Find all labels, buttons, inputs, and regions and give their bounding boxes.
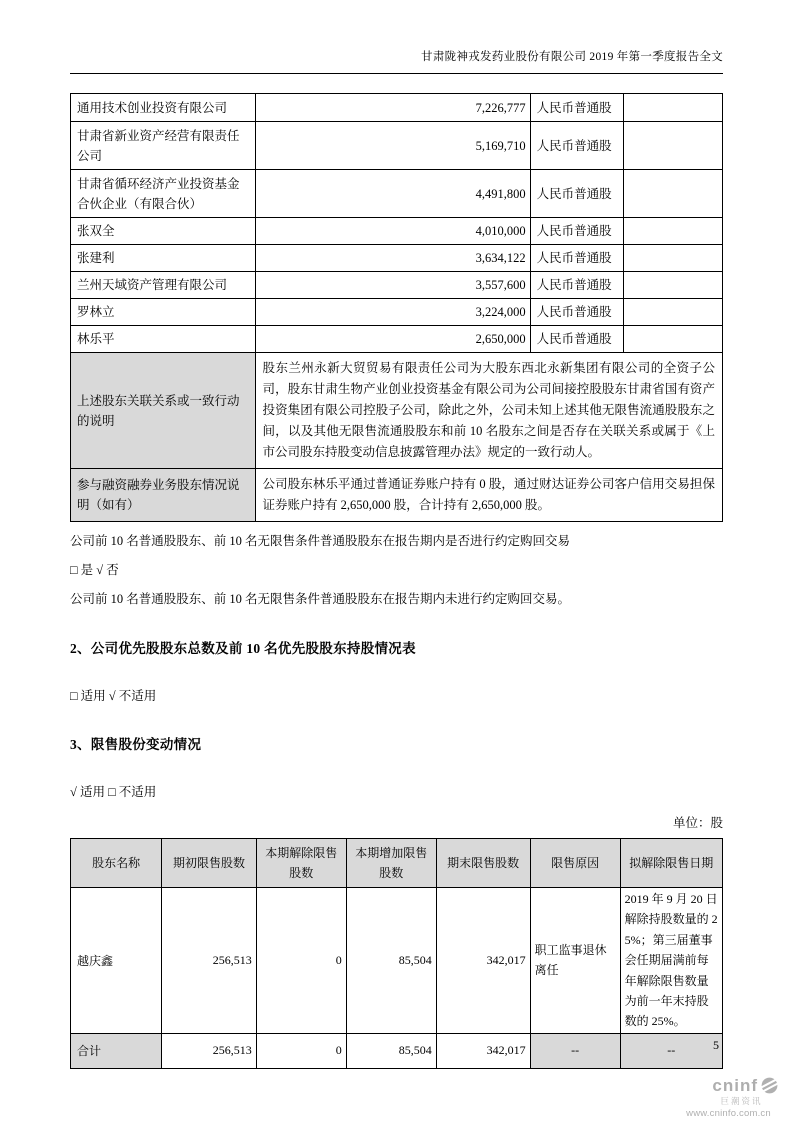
empty-cell — [623, 272, 722, 299]
share-type-cell: 人民币普通股 — [530, 245, 623, 272]
cninfo-logo-text: cninf — [712, 1076, 758, 1095]
shareholder-table — [70, 93, 723, 522]
cninfo-logo-subtitle: 巨潮资讯 — [720, 1096, 763, 1106]
share-type-cell: 人民币普通股 — [530, 122, 623, 170]
shareholder-shares-cell: 5,169,710 — [255, 122, 530, 170]
empty-cell — [623, 170, 722, 218]
repo-question-text: 公司前 10 名普通股股东、前 10 名无限售条件普通股股东在报告期内是否进行约定购回交易 — [70, 534, 571, 548]
share-type-cell: 人民币普通股 — [530, 170, 623, 218]
ending-restricted-cell: 342,017 — [436, 888, 530, 1034]
page-header-title: 甘肃陇神戎发药业股份有限公司 2019 年第一季度报告全文 — [70, 0, 723, 74]
shareholder-shares-cell: 2,650,000 — [255, 326, 530, 353]
table-row — [71, 170, 723, 218]
cninfo-logo — [676, 1076, 781, 1118]
repo-yes-no-choice: □ 是 √ 否 — [70, 563, 119, 577]
table-row — [71, 94, 723, 122]
empty-cell — [623, 245, 722, 272]
shareholder-name-cell: 张建利 — [71, 245, 256, 272]
shareholder-name-cell: 通用技术创业投资有限公司 — [71, 94, 256, 122]
share-type-cell: 人民币普通股 — [530, 218, 623, 245]
empty-cell — [623, 326, 722, 353]
shareholder-name-cell: 林乐平 — [71, 326, 256, 353]
section-2-applicability: □ 适用 √ 不适用 — [70, 689, 157, 703]
related-parties-label: 上述股东关联关系或一致行动的说明 — [71, 353, 256, 469]
empty-cell — [623, 299, 722, 326]
restricted-total-row — [71, 1033, 723, 1068]
shareholder-shares-cell: 3,634,122 — [255, 245, 530, 272]
shareholder-shares-cell: 7,226,777 — [255, 94, 530, 122]
section-3-applicability: √ 适用 □ 不适用 — [70, 785, 157, 799]
restricted-shareholder-row — [71, 888, 723, 1034]
total-released-cell: 0 — [256, 1033, 346, 1068]
table-row — [71, 245, 723, 272]
shareholder-name-cell: 兰州天域资产管理有限公司 — [71, 272, 256, 299]
empty-cell — [623, 122, 722, 170]
shareholder-name-cell: 甘肃省循环经济产业投资基金合伙企业（有限合伙） — [71, 170, 256, 218]
table-row — [71, 326, 723, 353]
shareholder-name-cell: 甘肃省新业资产经营有限责任公司 — [71, 122, 256, 170]
section-3-heading: 3、限售股份变动情况 — [70, 737, 202, 752]
initial-restricted-cell: 256,513 — [162, 888, 257, 1034]
total-date-cell: -- — [620, 1033, 722, 1068]
column-header: 期初限售股数 — [162, 839, 257, 888]
column-header: 股东名称 — [71, 839, 162, 888]
share-type-cell: 人民币普通股 — [530, 272, 623, 299]
margin-trading-text: 公司股东林乐平通过普通证券账户持有 0 股，通过财达证券公司客户信用交易担保证券账户持有 2,650,000 股，合计持有 2,650,000 股。 — [255, 469, 722, 522]
table-row — [71, 122, 723, 170]
restricted-table-header-row — [71, 839, 723, 888]
column-header: 拟解除限售日期 — [620, 839, 722, 888]
total-reason-cell: -- — [530, 1033, 620, 1068]
shareholder-shares-cell: 3,557,600 — [255, 272, 530, 299]
added-cell: 85,504 — [346, 888, 436, 1034]
restricted-name-cell: 越庆鑫 — [71, 888, 162, 1034]
shareholder-name-cell: 张双全 — [71, 218, 256, 245]
total-added-cell: 85,504 — [346, 1033, 436, 1068]
empty-cell — [623, 218, 722, 245]
column-header: 本期增加限售股数 — [346, 839, 436, 888]
column-header: 本期解除限售股数 — [256, 839, 346, 888]
related-parties-row — [71, 353, 723, 469]
total-label-cell: 合计 — [71, 1033, 162, 1068]
column-header: 期末限售股数 — [436, 839, 530, 888]
table-row — [71, 218, 723, 245]
related-parties-text: 股东兰州永新大贸贸易有限责任公司为大股东西北永新集团有限公司的全资子公司，股东甘肃生物产业创业投资基金有限公司为公司间接控股股东甘肃省国有资产投资集团有限公司控股子公司，除此之外，公司未知上述其他无限售流通股股东之间，以及其他无限售流通股股东和前 10 名股东之间是否存在关联关系或属于《上市公司股东持股变动信息披露管理办法》规定的一致行动人。 — [255, 353, 722, 469]
table-row — [71, 299, 723, 326]
cninfo-logo-url: www.cninfo.com.cn — [686, 1107, 771, 1119]
release-date-cell: 2019 年 9 月 20 日解除持股数量的 25%；第三届董事会任期届满前每年解除限售数量为前一年末持股数的 25%。 — [620, 888, 722, 1034]
cninfo-swirl-icon — [760, 1076, 779, 1095]
total-initial-cell: 256,513 — [162, 1033, 257, 1068]
share-type-cell: 人民币普通股 — [530, 299, 623, 326]
repo-statement-text: 公司前 10 名普通股股东、前 10 名无限售条件普通股股东在报告期内未进行约定购回交易。 — [70, 592, 571, 606]
released-cell: 0 — [256, 888, 346, 1034]
empty-cell — [623, 94, 722, 122]
shareholder-shares-cell: 4,491,800 — [255, 170, 530, 218]
share-type-cell: 人民币普通股 — [530, 326, 623, 353]
shareholder-shares-cell: 4,010,000 — [255, 218, 530, 245]
page-number: 5 — [713, 1038, 719, 1052]
restricted-shares-table — [70, 838, 723, 1069]
total-ending-cell: 342,017 — [436, 1033, 530, 1068]
column-header: 限售原因 — [530, 839, 620, 888]
table-row — [71, 272, 723, 299]
shareholder-shares-cell: 3,224,000 — [255, 299, 530, 326]
margin-trading-label: 参与融资融券业务股东情况说明（如有） — [71, 469, 256, 522]
restriction-reason-cell: 职工监事退休离任 — [530, 888, 620, 1034]
shareholder-name-cell: 罗林立 — [71, 299, 256, 326]
margin-trading-row — [71, 469, 723, 522]
share-type-cell: 人民币普通股 — [530, 94, 623, 122]
section-2-heading: 2、公司优先股股东总数及前 10 名优先股股东持股情况表 — [70, 641, 416, 656]
unit-label: 单位：股 — [672, 816, 723, 830]
